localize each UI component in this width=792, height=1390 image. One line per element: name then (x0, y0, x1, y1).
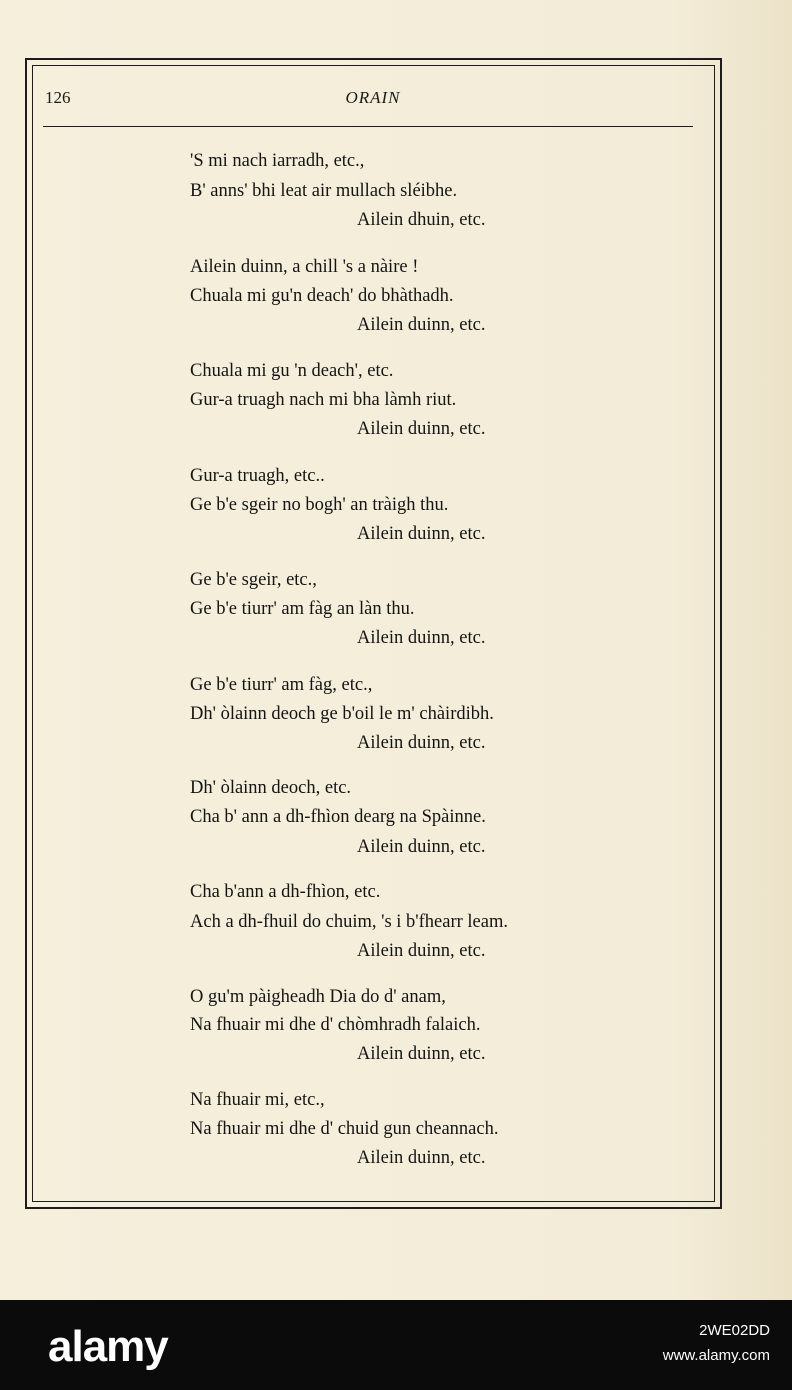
verse-line: Chuala mi gu'n deach' do bhàthadh. (190, 286, 454, 306)
verse-line: O gu'm pàigheadh Dia do d' anam, (190, 987, 446, 1007)
verse-line: Ge b'e tiurr' am fàg an làn thu. (190, 599, 415, 619)
verse-line: Cha b' ann a dh-fhìon dearg na Spàinne. (190, 807, 486, 827)
verse-line: Ailein duinn, a chill 's a nàire ! (190, 257, 419, 277)
running-title: ORAIN (345, 88, 401, 107)
verse-line: Na fhuair mi dhe d' chuid gun cheannach. (190, 1119, 499, 1139)
page-number: 126 (45, 88, 71, 107)
verse-line: Dh' òlainn deoch ge b'oil le m' chàirdibh. (190, 704, 494, 724)
verse-line: Chuala mi gu 'n deach', etc. (190, 361, 394, 381)
refrain-line: Ailein duinn, etc. (357, 733, 486, 753)
verse-line: Ach a dh-fhuil do chuim, 's i b'fhearr leam. (190, 912, 508, 932)
refrain-line: Ailein duinn, etc. (357, 1044, 486, 1064)
footer-url: www.alamy.com (662, 1347, 770, 1364)
refrain-line: Ailein duinn, etc. (357, 628, 486, 648)
verse-line: Na fhuair mi dhe d' chòmhradh falaich. (190, 1015, 481, 1035)
verse-line: Gur-a truagh nach mi bha làmh riut. (190, 390, 457, 410)
refrain-line: Ailein dhuin, etc. (357, 210, 486, 230)
refrain-line: Ailein duinn, etc. (357, 419, 486, 439)
refrain-line: Ailein duinn, etc. (357, 1148, 486, 1168)
verse-line: Na fhuair mi, etc., (190, 1090, 325, 1110)
refrain-line: Ailein duinn, etc. (357, 837, 486, 857)
verse-line: Ge b'e sgeir, etc., (190, 570, 317, 590)
verse-line: Dh' òlainn deoch, etc. (190, 778, 352, 798)
verse-line: Ge b'e tiurr' am fàg, etc., (190, 675, 373, 695)
verse-line: Cha b'ann a dh-fhìon, etc. (190, 882, 381, 902)
verse-line: Gur-a truagh, etc.. (190, 466, 325, 486)
refrain-line: Ailein duinn, etc. (357, 315, 486, 335)
verse-line: 'S mi nach iarradh, etc., (190, 151, 365, 171)
image-id: 2WE02DD (699, 1322, 770, 1339)
alamy-logo: alamy (48, 1322, 168, 1371)
verse-line: Ge b'e sgeir no bogh' an tràigh thu. (190, 495, 449, 515)
verse-line: B' anns' bhi leat air mullach sléibhe. (190, 181, 458, 201)
refrain-line: Ailein duinn, etc. (357, 941, 486, 961)
refrain-line: Ailein duinn, etc. (357, 524, 486, 544)
